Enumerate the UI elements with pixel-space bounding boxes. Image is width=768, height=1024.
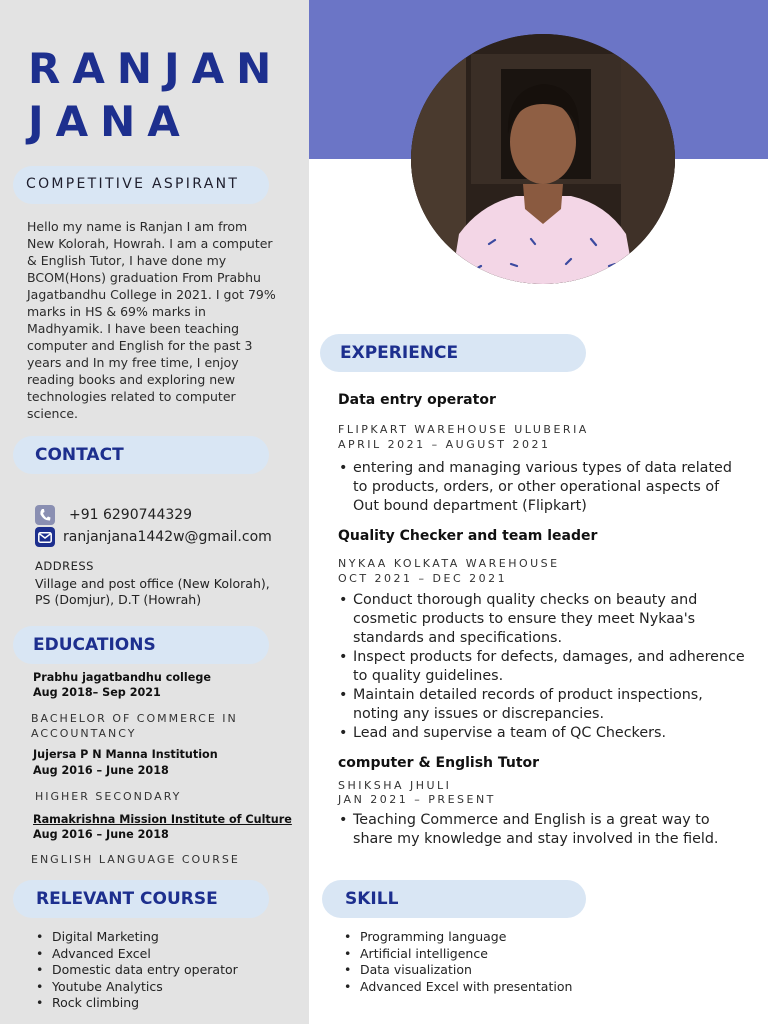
education-institution: Ramakrishna Mission Institute of Culture [33, 813, 292, 826]
job-company: NYKAA KOLKATA WAREHOUSE [338, 557, 560, 570]
list-item: • Lead and supervise a team of QC Checkers. [338, 724, 748, 743]
list-item: • Youtube Analytics [34, 979, 238, 996]
job-date: JAN 2021 – PRESENT [338, 793, 496, 806]
job-date: APRIL 2021 – AUGUST 2021 [338, 438, 551, 451]
list-item: • Advanced Excel with presentation [342, 979, 572, 996]
list-item: • Maintain detailed records of product inspections, noting any issues or discrepancies. [338, 686, 748, 724]
experience-heading: EXPERIENCE [340, 343, 459, 363]
job-company: SHIKSHA JHULI [338, 779, 452, 792]
skill-list [342, 929, 572, 995]
job-title: Quality Checker and team leader [338, 528, 598, 544]
job-bullets [338, 811, 748, 849]
profile-photo [411, 34, 675, 284]
envelope-icon [35, 527, 55, 547]
job-bullets [338, 591, 748, 743]
email-address[interactable]: ranjanjana1442w@gmail.com [63, 529, 272, 545]
list-item: • Rock climbing [34, 995, 238, 1012]
job-date: OCT 2021 – DEC 2021 [338, 572, 508, 585]
education-degree: BACHELOR OF COMMERCE IN ACCOUNTANCY [31, 712, 238, 740]
education-date: Aug 2016 – June 2018 [33, 828, 169, 841]
list-item: • Teaching Commerce and English is a great way to share my knowledge and stay involved in the field. [338, 811, 748, 849]
skill-heading: SKILL [345, 889, 399, 909]
subtitle: COMPETITIVE ASPIRANT [26, 176, 240, 192]
list-item: • Programming language [342, 929, 572, 946]
phone-row [35, 505, 192, 525]
list-item: • entering and managing various types of data related to products, orders, or other operational aspects of Out bound department (Flipkart) [338, 459, 748, 516]
job-title: Data entry operator [338, 392, 496, 408]
first-name: RANJAN [28, 44, 284, 93]
job-title: computer & English Tutor [338, 755, 540, 771]
education-heading: EDUCATIONS [33, 635, 156, 655]
contact-heading: CONTACT [35, 445, 124, 465]
education-date: Aug 2016 – June 2018 [33, 764, 169, 777]
last-name: JANA [28, 97, 192, 146]
list-item: • Data visualization [342, 962, 572, 979]
phone-number[interactable]: +91 6290744329 [69, 507, 193, 523]
list-item: • Domestic data entry operator [34, 962, 238, 979]
list-item: • Conduct thorough quality checks on beauty and cosmetic products to ensure they meet Nykaa's standards and specifications. [338, 591, 748, 648]
education-degree: HIGHER SECONDARY [35, 790, 182, 803]
education-institution: Prabhu jagatbandhu college [33, 671, 211, 684]
about-text: Hello my name is Ranjan I am from New Kolorah, Howrah. I am a computer & English Tutor, I have done my BCOM(Hons) graduation From Prabhu Jagatbandhu College in 2021. I got 79% marks in HS & 69% marks in Madhyamik. I have been teaching computer and English for the past 3 years and In my free time, I enjoy reading books and exploring new technologies related to computer science. [27, 219, 276, 421]
relevant-course-heading: RELEVANT COURSE [36, 889, 218, 909]
phone-icon [35, 505, 55, 525]
job-company: FLIPKART WAREHOUSE ULUBERIA [338, 423, 589, 436]
education-date: Aug 2018– Sep 2021 [33, 686, 161, 699]
relevant-course-list [34, 929, 238, 1012]
email-row [35, 527, 272, 547]
list-item: • Artificial intelligence [342, 946, 572, 963]
education-degree: ENGLISH LANGUAGE COURSE [31, 853, 240, 866]
job-bullets [338, 459, 748, 516]
list-item: • Inspect products for defects, damages, and adherence to quality guidelines. [338, 648, 748, 686]
list-item: • Advanced Excel [34, 946, 238, 963]
list-item: • Digital Marketing [34, 929, 238, 946]
address-text: Village and post office (New Kolorah), PS (Domjur), D.T (Howrah) [35, 576, 270, 607]
education-institution: Jujersa P N Manna Institution [33, 748, 218, 761]
address-label: ADDRESS [35, 559, 94, 573]
